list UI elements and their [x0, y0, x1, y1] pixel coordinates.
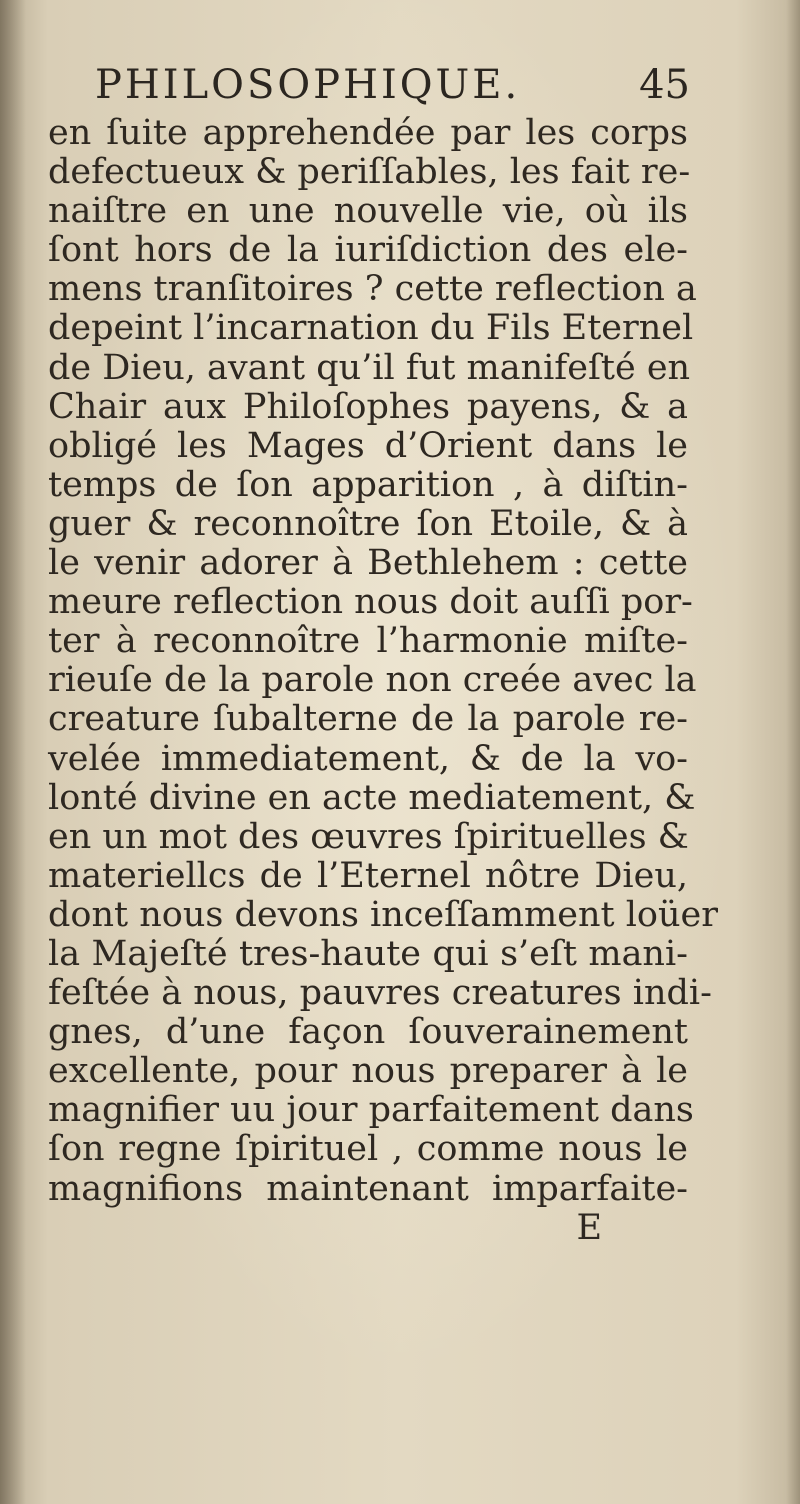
spine-shadow [0, 0, 26, 1504]
catchword: E [576, 1207, 602, 1248]
text-line: obligé les Mages d’Orient dans le [48, 425, 688, 466]
text-line: de Dieu, avant qu’il fut manifeſté en [48, 347, 691, 388]
page-header [95, 62, 690, 112]
text-line: la Majeſté tres-haute qui s’eſt mani- [48, 933, 688, 974]
text-line: ſont hors de la iuriſdiction des ele- [48, 230, 688, 271]
text-line: excellente, pour nous preparer à le [48, 1051, 688, 1092]
body-text [48, 113, 718, 1248]
text-line: depeint l’incarnation du Fils Eternel [48, 308, 694, 349]
page-edge [786, 0, 800, 1504]
text-line: en ſuite apprehendée par les corps [48, 113, 688, 153]
text-line: mens tranſitoires ? cette reflection a [48, 269, 697, 310]
text-line: defectueux & periſſables, les fait re- [48, 152, 691, 193]
text-line: magnifier uu jour parfaitement dans [48, 1090, 694, 1131]
text-line: lonté divine en acte mediatement, & [48, 777, 696, 818]
page-number: 45 [639, 62, 690, 108]
catchword-line [48, 1209, 688, 1248]
text-line: magnifions maintenant imparfaite- [48, 1168, 688, 1209]
text-line: guer & reconnoître ſon Etoile, & à [48, 503, 688, 544]
text-line: naiſtre en une nouvelle vie, où ils [48, 191, 688, 232]
text-line: gnes, d’une façon ſouverainement [48, 1012, 688, 1053]
text-line: velée immediatement, & de la vo- [48, 738, 688, 779]
running-head: PHILOSOPHIQUE. [95, 62, 521, 108]
text-line: creature ſubalterne de la parole re- [48, 699, 688, 740]
text-line: meure reflection nous doit auſſi por- [48, 582, 693, 623]
text-line: en un mot des œuvres ſpirituelles & [48, 816, 689, 857]
text-line: le venir adorer à Bethlehem : cette [48, 543, 688, 584]
text-line: Chair aux Philoſophes payens, & a [48, 386, 688, 427]
text-line: temps de ſon apparition , à diſtin- [48, 464, 688, 505]
text-line: materiellcs de l’Eternel nôtre Dieu, [48, 855, 688, 896]
text-line: ter à reconnoître l’harmonie miſte- [48, 621, 688, 662]
text-line: ſon regne ſpirituel , comme nous le [48, 1129, 688, 1170]
text-line: dont nous devons inceſſamment loüer [48, 894, 718, 935]
text-line: rieuſe de la parole non creée avec la [48, 660, 697, 701]
text-line: feſtée à nous, pauvres creatures indi- [48, 973, 712, 1014]
